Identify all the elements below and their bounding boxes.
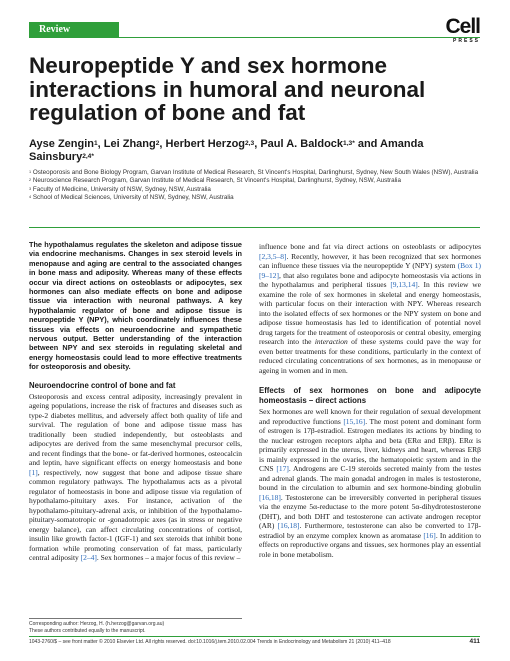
- right-column: [259, 242, 481, 559]
- author-sep: ,: [97, 138, 104, 150]
- affiliation-sup: 3: [29, 186, 32, 191]
- affiliation: [29, 194, 484, 202]
- paragraph: [259, 242, 481, 375]
- section-tag: Review: [29, 22, 119, 37]
- text-run: Osteoporosis and excess central adiposity, increasingly prevalent in ageing populations, increase the risk of fractures and diseases such as type-2 diabetes mellitus, and adversely affect both quality of life and survival. The regulation of bone and adipose tissue mass has traditionally been studied independently, but osteoblasts and adipocytes are derived from the same mesenchymal precursor cells, and recent findings that the bone- or fat-derived hormones, osteocalcin and leptin, have significant effects on energy homeostasis and bone: [29, 391, 242, 468]
- citation-link[interactable]: [16,18]: [259, 492, 281, 502]
- article-title: Neuropeptide Y and sex hormone interactions in humoral and neuronal regulation of bone and fat: [29, 53, 426, 125]
- affiliation: [29, 177, 484, 185]
- text-run: . Recently, however, it has been recognized that sex hormones can influence these tissues via the neuropeptide Y (NPY) system: [259, 251, 481, 270]
- footer-info: 1043-2760/$ – see front matter © 2010 Elsevier Ltd. All rights reserved. doi:10.1016/j.tem.2010.02.004 Trends in Endocrinology and Metabolism 21 (2010) 411–418: [29, 639, 391, 645]
- affiliation-text: Neuroscience Research Program, Garvan Institute of Medical Research, St Vincent's Hospital, Darlinghurst, Sydney, NSW, Australia: [32, 177, 401, 185]
- cell-press-logo: [445, 17, 480, 44]
- text-run: . In addition to effects on reproductive organs and tissues, sex hormones play an essential role in bone metabolism.: [259, 530, 481, 559]
- footnotes: [29, 618, 242, 634]
- text-run: . Testosterone can be irreversibly converted in peripheral tissues via the enzyme 5α-reductase to the more potent 5α-dihydrotestosterone (DHT), and both DHT and testosterone can activate androgen receptor (AR): [259, 492, 481, 530]
- text-run: . Sex hormones – a major focus of this review –: [96, 553, 241, 563]
- citation-link[interactable]: [15,16]: [343, 416, 366, 426]
- footnote-corresponding: Corresponding author: Herzog, H. (h.herzog@garvan.org.au): [29, 621, 165, 627]
- text-run: , that also regulates bone and adipocyte homeostasis via actions in the hypothalamus and peripheral tissues: [259, 270, 481, 289]
- affiliation-text: Osteoporosis and Bone Biology Program, Garvan Institute of Medical Research, St Vincent's Hospital, Darlinghurst, Sydney, New South Wales (NSW), Australia: [32, 169, 479, 176]
- affiliation: [29, 186, 484, 194]
- footer-rule: [29, 636, 480, 637]
- author-list: [29, 138, 479, 164]
- citation-link[interactable]: [2–4]: [80, 553, 97, 563]
- author-sup: 1: [94, 140, 98, 147]
- affiliation-sup: 4: [29, 194, 32, 199]
- author-sup: 2,3: [245, 140, 255, 147]
- affiliation-rule: [29, 227, 480, 228]
- header-rule: [29, 37, 480, 38]
- section-heading: Effects of sex hormones on bone and adipocyte homeostasis – direct actions: [259, 386, 481, 405]
- affiliation: [29, 169, 484, 177]
- text-run: . The most potent and dominant form of estrogen is 17β-estradiol. Estrogen mediates its actions by binding to the nuclear estrogen receptors alpha and beta (ERα and ERβ). ERα is primarily expressed in the uterus, liver, kidneys and heart, whereas ERβ is mainly expressed in the ovaries, the hematopoietic system and in the CNS: [259, 416, 481, 473]
- affiliation-text: School of Medical Sciences, University of NSW, Sydney, NSW, Australia: [32, 193, 234, 201]
- citation-link[interactable]: [16,18]: [277, 521, 300, 530]
- author: Ayse Zengin: [29, 138, 94, 150]
- affiliation-sup: 2: [29, 178, 32, 183]
- author: Amanda Sainsbury: [29, 138, 424, 163]
- author: Lei Zhang: [103, 138, 156, 150]
- author-sep: and: [354, 138, 381, 150]
- text-run: . In this review we examine the role of sex hormones in skeletal and energy homeostasis, with particular focus on their interaction with NPY. Whereas research into the isolated effects of sex hormones or the NPY system on bone and adipose tissue homeostasis has led to identification of potential novel drug targets for the treatment of osteoporosis or central obesity, emerging research into the: [259, 280, 481, 346]
- footnote-equal: These authors contributed equally to the manuscript.: [29, 627, 146, 634]
- affiliation-text: Faculty of Medicine, University of NSW, Sydney, NSW, Australia: [32, 185, 211, 193]
- text-run: . Androgens are C-19 steroids secreted mainly from the testes and adrenal glands. The main gonadal androgen in males is testosterone, bound in the circulation to albumin and sex hormone-binding globulin: [259, 464, 481, 492]
- citation-link[interactable]: [1]: [29, 467, 38, 477]
- text-run: . Furthermore, testosterone can also be converted to 17β-estradiol by an enzyme complex known as aromatase: [259, 521, 481, 540]
- text-run: , respectively, now suggest that bone and adipose tissue share common regulatory pathways. The hypothalamus acts as a pivotal regulator of homeostasis in bone and adipose tissue via regulation of hypothalamo-pituitary axes. For instance, activation of the hypothalamo-pituitary-adrenal axis, or inhibition of the hypothalamo-pituitary-somatotropic or -gonadotropic axes (as in stress or negative energy balance), can affect circulating concentrations of cortisol, insulin like growth factor-1 (IGF-1) and sex steroids that inhibit bone formation while promoting conservation of fat mass, particularly central adiposity: [29, 467, 242, 563]
- author-sep: ,: [254, 138, 261, 150]
- logo-press: PRESS: [453, 38, 480, 44]
- box-link[interactable]: (Box 1): [457, 261, 481, 270]
- emphasis: interaction: [314, 337, 348, 346]
- citation-link[interactable]: [16]: [423, 530, 436, 540]
- citation-link[interactable]: [9,13,14]: [390, 280, 418, 289]
- affiliation-list: [29, 169, 484, 202]
- citation-link[interactable]: [17]: [276, 464, 289, 473]
- left-column: [29, 240, 242, 563]
- author-sup: 1,3*: [343, 140, 355, 147]
- affiliation-sup: 1: [29, 170, 32, 174]
- paragraph: [259, 407, 481, 559]
- abstract: The hypothalamus regulates the skeleton and adipose tissue via endocrine mechanisms. Changes in sex steroid levels in menopause and aging are central to the associated changes in bone mass and adiposity. Whereas many of these effects occur via direct actions on osteoblasts or adipocytes, sex hormones can also mediate effects on bone and adipose tissue via interaction with neuronal pathways. A key hypothalamic regulator of bone and adipose tissue is neuropeptide Y (NPY), which coordinately influences these tissues via effects on neuroendocrine and sympathetic nervous output. Better understanding of the interaction between NPY and sex steroids in regulating skeletal and energy homeostasis could lead to more effective treatments for osteoporosis and obesity.: [29, 240, 242, 372]
- citation-link[interactable]: [2,3,5–8]: [259, 251, 287, 261]
- author-sup: 2,4*: [82, 153, 94, 160]
- paragraph: [29, 392, 242, 563]
- author: Herbert Herzog: [165, 138, 246, 150]
- section-heading: Neuroendocrine control of bone and fat: [29, 380, 176, 390]
- text-run: of these systems could pave the way for even better treatments for these conditions, particularly in the context of reduced circulating concentrations of sex hormones, as in menopause or ageing in women and in men.: [259, 337, 482, 375]
- author-sup: 2: [155, 140, 160, 147]
- citation-link[interactable]: [9–12]: [259, 270, 279, 280]
- author: Paul A. Baldock: [260, 138, 344, 150]
- page-number: 411: [469, 638, 480, 645]
- author-sep: ,: [159, 138, 166, 150]
- text-run: Sex hormones are well known for their regulation of sexual development and reproductive functions: [259, 407, 481, 426]
- logo-word: Cell: [445, 15, 480, 38]
- text-run: influence bone and fat via direct actions on osteoblasts or adipocytes: [259, 242, 481, 251]
